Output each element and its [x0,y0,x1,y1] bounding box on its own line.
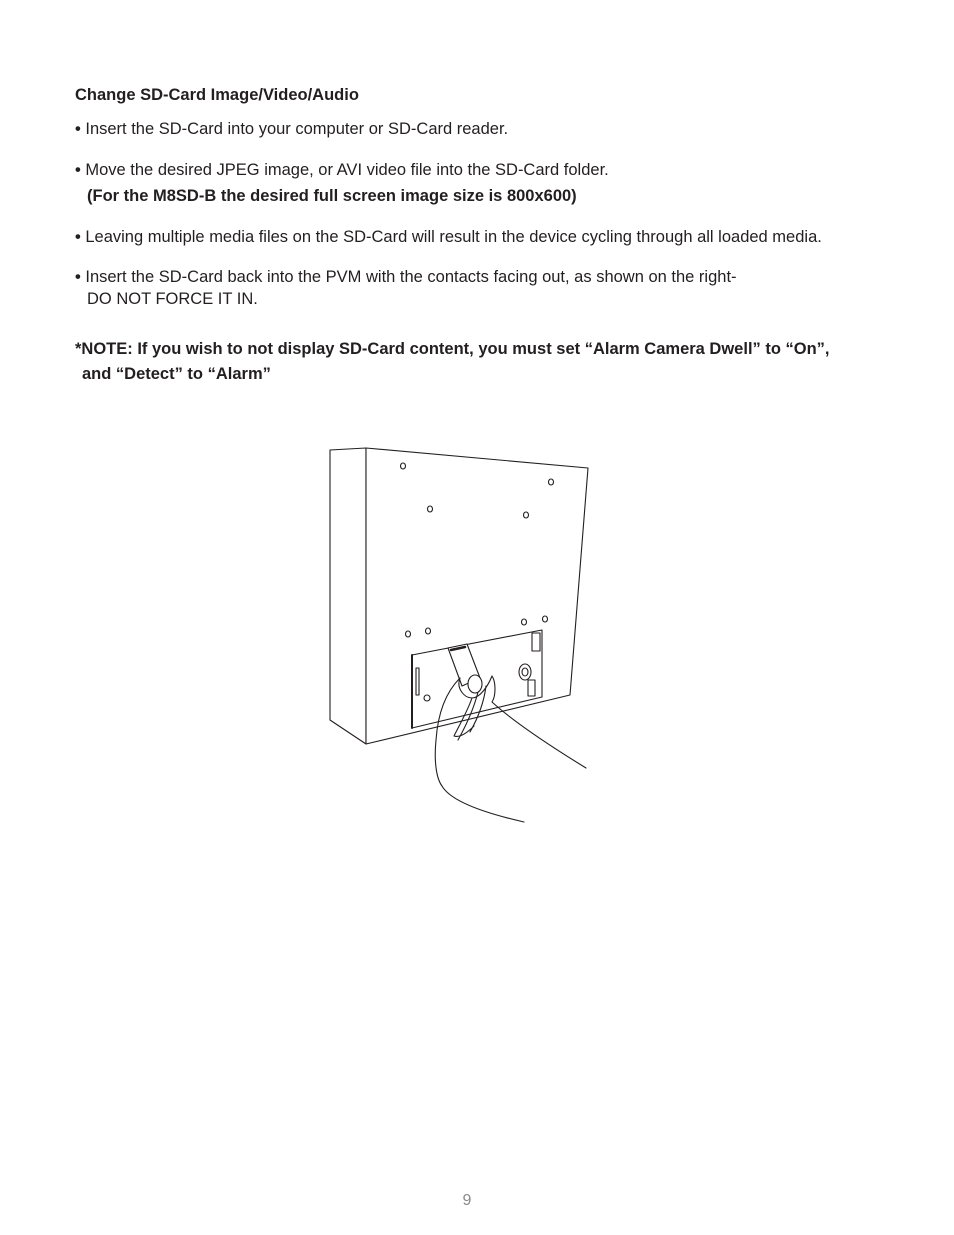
bullet-insert-card [75,120,508,139]
page-number: 9 [462,1192,472,1209]
bullet-marker: • [75,228,81,246]
section-heading: Change SD-Card Image/Video/Audio [75,86,359,104]
bullet-marker: • [75,161,81,179]
bullet-reinsert-card [75,268,737,287]
bullet-text: Leaving multiple media files on the SD-Card will result in the device cycling through all loaded media. [80,228,822,246]
bullet-sub-image-size: (For the M8SD-B the desired full screen image size is 800x600) [87,187,577,205]
bullet-marker: • [75,120,81,138]
note-line-1: *NOTE: If you wish to not display SD-Card content, you must set “Alarm Camera Dwell” to “On”, [75,340,830,358]
note-line-2: and “Detect” to “Alarm” [82,365,271,383]
bullet-multiple-files [75,228,822,247]
bullet-text: Move the desired JPEG image, or AVI video file into the SD-Card folder. [80,161,609,179]
bullet-sub-warning: DO NOT FORCE IT IN. [87,290,258,308]
bullet-marker: • [75,268,81,286]
sd-card-insertion-illustration [320,440,600,830]
bullet-text: Insert the SD-Card back into the PVM with the contacts facing out, as shown on the right- [80,268,737,286]
bullet-text: Insert the SD-Card into your computer or SD-Card reader. [80,120,509,138]
bullet-move-file [75,161,609,180]
monitor-side-panel [330,448,366,744]
